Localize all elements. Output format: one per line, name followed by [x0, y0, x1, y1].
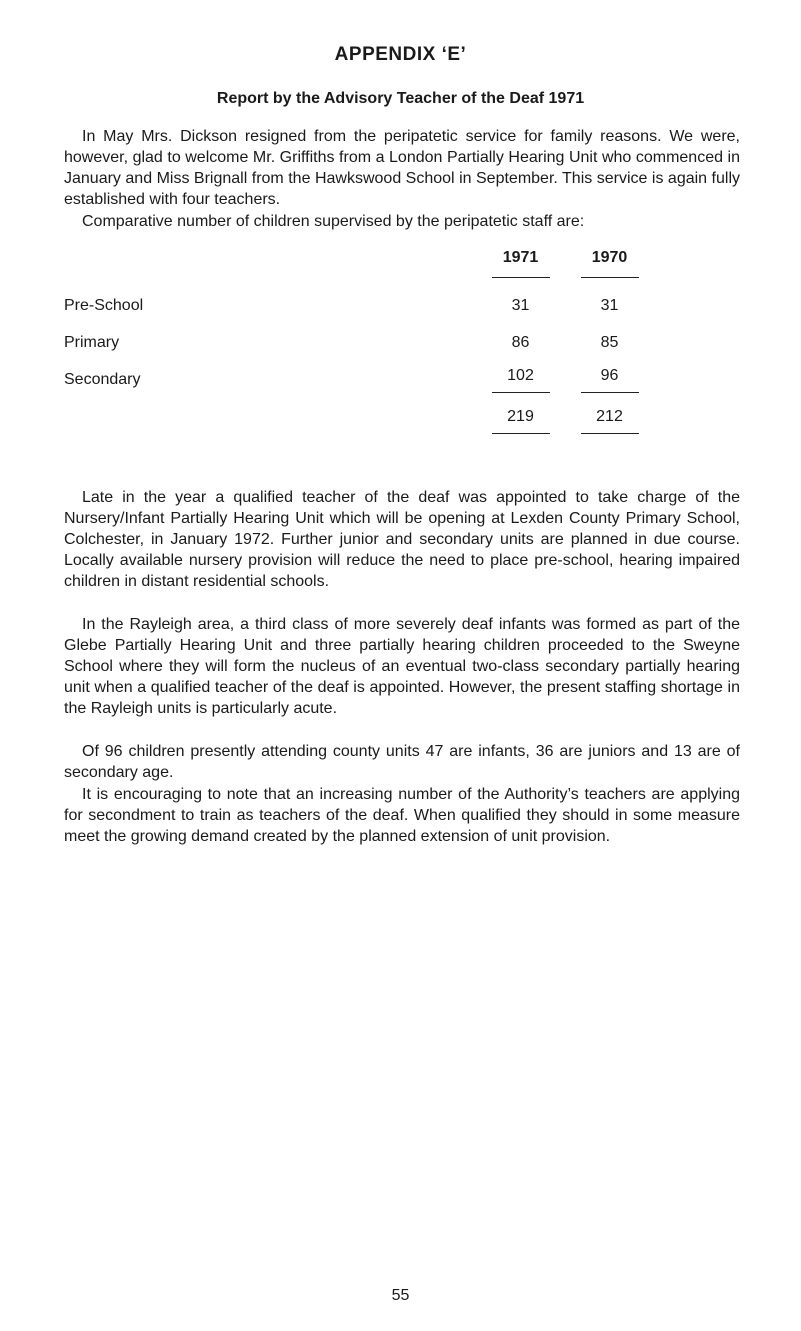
value-total-1970: 212: [581, 402, 639, 434]
cell-primary-1971: [476, 324, 565, 361]
value-primary-1971: 86: [511, 333, 530, 351]
row-label-pre-school: Pre-School: [64, 296, 144, 314]
table-row: [64, 324, 654, 361]
paragraph-county-units: Of 96 children presently attending county units 47 are infants, 36 are juniors and 13 are of secondary age.: [64, 743, 740, 781]
paragraph-secondment: It is encouraging to note that an increasing number of the Authority’s teachers are applying for secondment to train as teachers of the deaf. When qualified they should in some measure meet the growing demand created by the planned extension of unit provision.: [64, 786, 740, 845]
children-supervised-table: [64, 246, 654, 438]
cell-pre-school-1971: [476, 287, 565, 324]
table-total-row: [64, 398, 654, 438]
total-label-blank: [64, 398, 476, 438]
cell-total-1971: [476, 398, 565, 438]
paragraph-lexden-unit: Late in the year a qualified teacher of the deaf was appointed to take charge of the Nursery/Infant Partially Hearing Unit which will be opening at Lexden County Primary School, Colchester, in January 1972. Further junior and secondary units are planned in due course. Locally available nursery provision will reduce the need to place pre-school, hearing impaired children in distant residential schools.: [64, 489, 740, 590]
appendix-title: APPENDIX ‘E’: [334, 44, 467, 65]
column-header-1970: [565, 246, 654, 287]
value-secondary-1971: 102: [492, 367, 550, 393]
row-label-primary: Primary: [64, 333, 120, 351]
page-number: 55: [391, 1287, 410, 1304]
value-secondary-1970: 96: [581, 367, 639, 393]
paragraph-comparative-intro: Comparative number of children supervised by the peripatetic staff are:: [82, 213, 585, 230]
value-total-1971: 219: [492, 402, 550, 434]
cell-secondary-1970: [565, 361, 654, 398]
cell-secondary-1971: [476, 361, 565, 398]
paragraph-staffing: In May Mrs. Dickson resigned from the peripatetic service for family reasons. We were, however, glad to welcome Mr. Griffiths from a London Partially Hearing Unit who commenced in January and Miss Brignall from the Hawkswood School in September. This service is again fully established with four teachers.: [64, 128, 740, 208]
value-pre-school-1970: 31: [600, 296, 619, 314]
cell-pre-school-1970: [565, 287, 654, 324]
report-title: Report by the Advisory Teacher of the Deaf 1971: [216, 90, 585, 107]
table-header-blank: [64, 246, 476, 287]
column-header-1971-label: 1971: [492, 249, 550, 278]
cell-total-1970: [565, 398, 654, 438]
table-row: [64, 287, 654, 324]
value-primary-1970: 85: [600, 333, 619, 351]
column-header-1971: [476, 246, 565, 287]
value-pre-school-1971: 31: [511, 296, 530, 314]
row-label-secondary: Secondary: [64, 370, 141, 388]
column-header-1970-label: 1970: [581, 249, 639, 278]
table-row: [64, 361, 654, 398]
paragraph-rayleigh-area: In the Rayleigh area, a third class of more severely deaf infants was formed as part of the Glebe Partially Hearing Unit and three partially hearing children proceeded to the Sweyne School where they will form the nucleus of an eventual two-class secondary partially hearing unit when a qualified teacher of the deaf is appointed. However, the present staffing shortage in the Rayleigh units is particularly acute.: [64, 616, 740, 717]
cell-primary-1970: [565, 324, 654, 361]
table-header-row: [64, 246, 654, 287]
